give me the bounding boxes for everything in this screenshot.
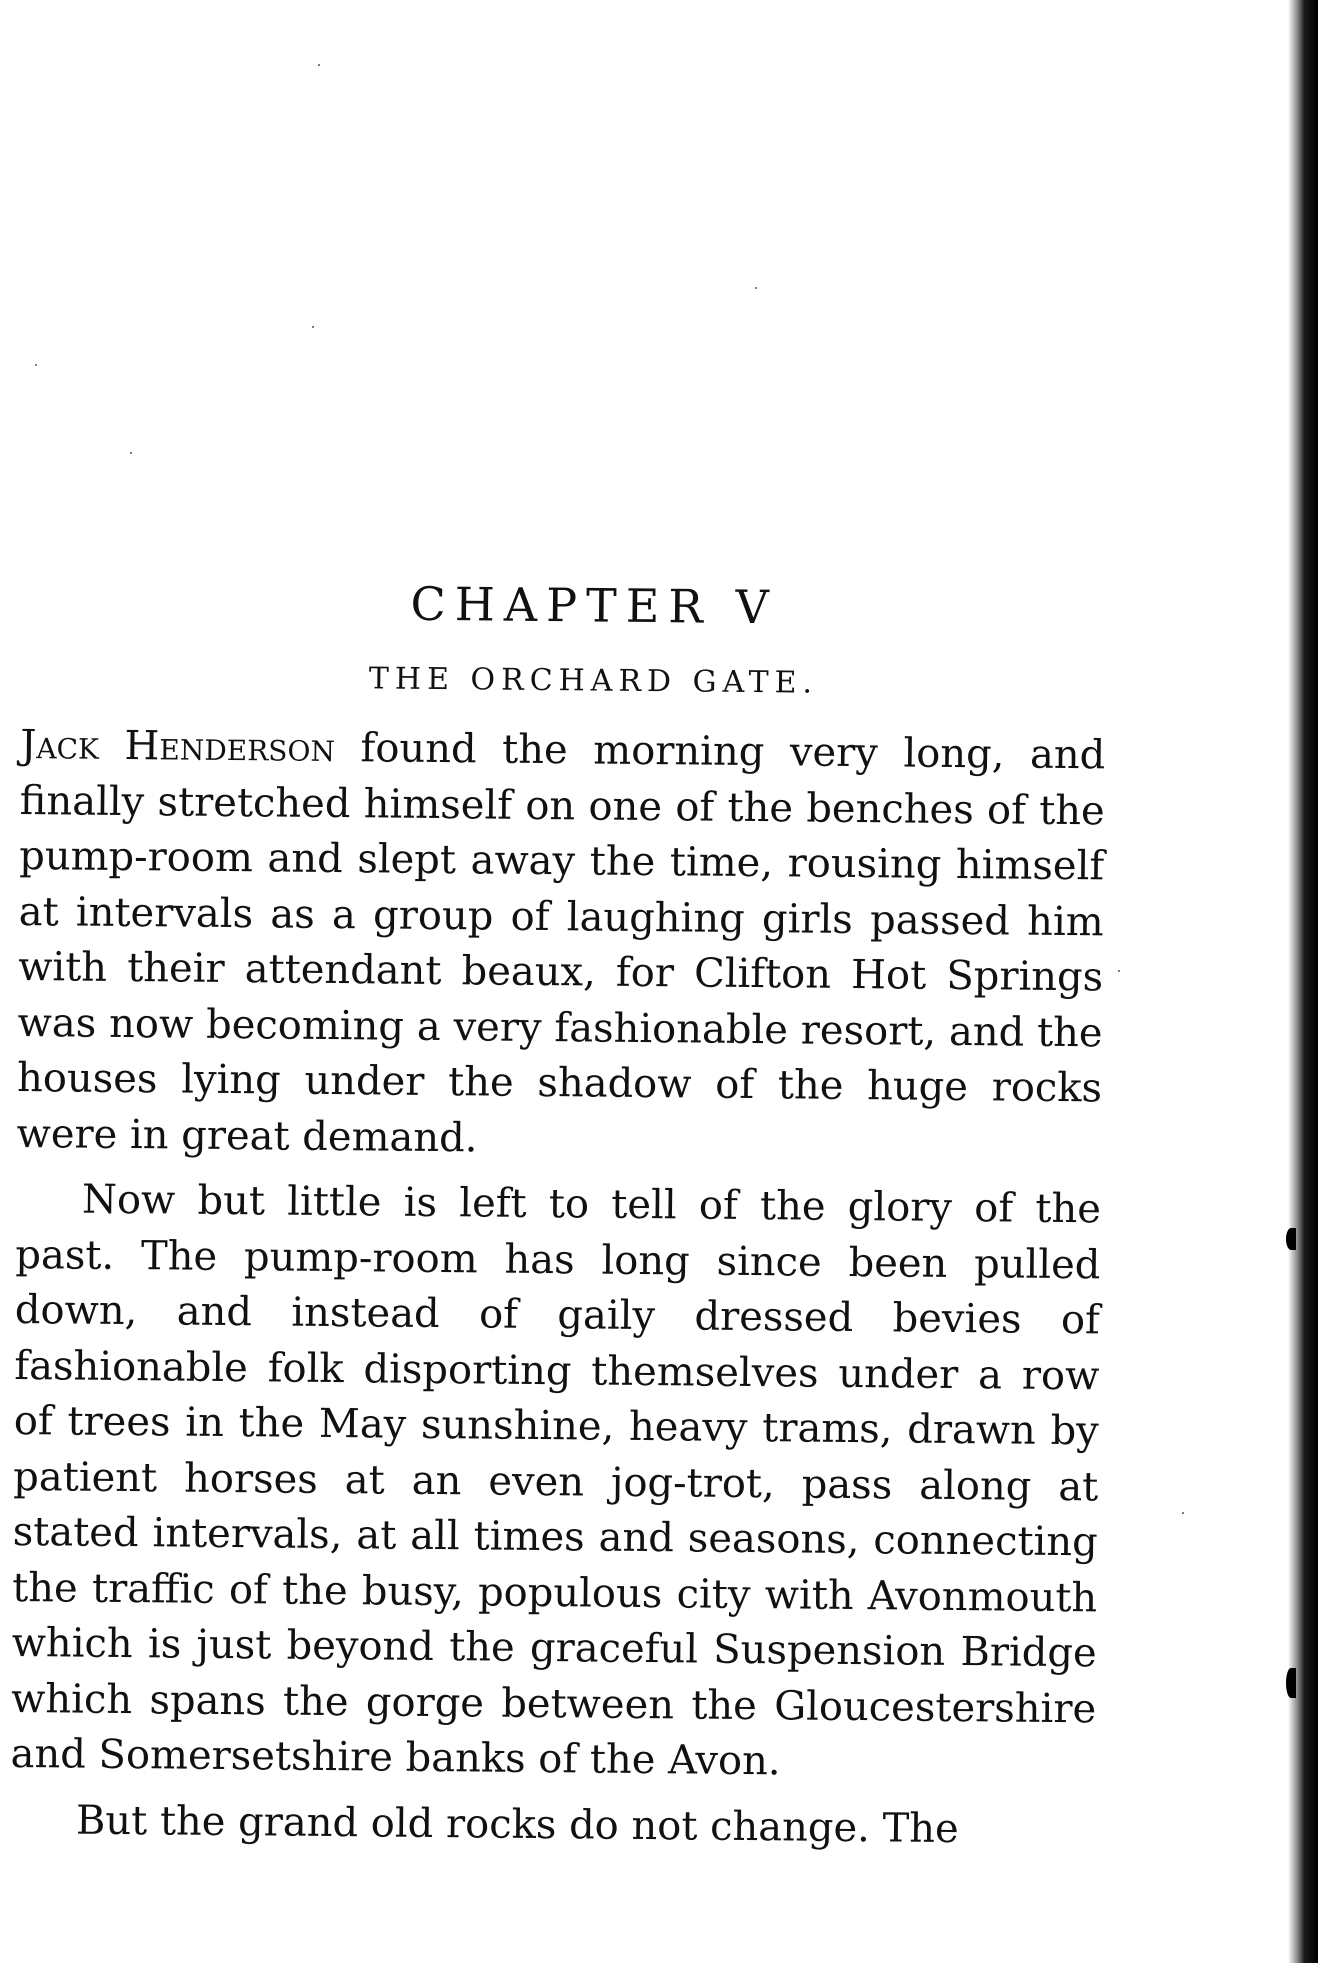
paper-speck	[755, 287, 757, 289]
paper-speck	[1182, 1512, 1184, 1514]
paragraph-3: But the grand old rocks do not change. The	[75, 1797, 959, 1852]
chapter-subtitle: THE ORCHARD GATE.	[368, 661, 819, 701]
text-column	[10, 570, 1107, 1868]
paper-speck	[1118, 970, 1120, 972]
chapter-title: CHAPTER V	[410, 576, 779, 635]
paper-speck	[130, 452, 132, 454]
paragraph-2: Now but little is left to tell of the glory of the past. The pump-room has long since been pulled down, and instead of gaily dressed bevies of fashionable folk disporting themselves under a row of trees in the May sunshine, heavy trams, drawn by patient horses at an even jog-trot, pass along at stated intervals, at all times and seasons, connecting the traffic of the busy, populous city with Avonmouth which is just beyond the graceful Suspension Bridge which spans the gorge between the Gloucestershire and Somersetshire banks of the Avon.	[10, 1176, 1102, 1785]
paper-speck	[318, 64, 320, 66]
paper-speck	[35, 364, 37, 366]
page-edge-mark	[1286, 1668, 1296, 1698]
paper-speck	[312, 326, 314, 328]
paragraph-lead-name: Jack Henderson	[20, 721, 336, 772]
page-edge-mark	[1286, 1228, 1296, 1250]
paragraph-1-text: found the morning very long, and finally stretched himself on one of the benches of the pump-room and slept away the time, rousing himself at intervals as a group of laughing girls passed him with their attendant beaux, for Clifton Hot Springs was now becoming a very fashionable resort, and the houses lying under the shadow of the huge rocks were in great demand.	[16, 725, 1106, 1161]
paragraph-1	[16, 718, 1105, 1172]
